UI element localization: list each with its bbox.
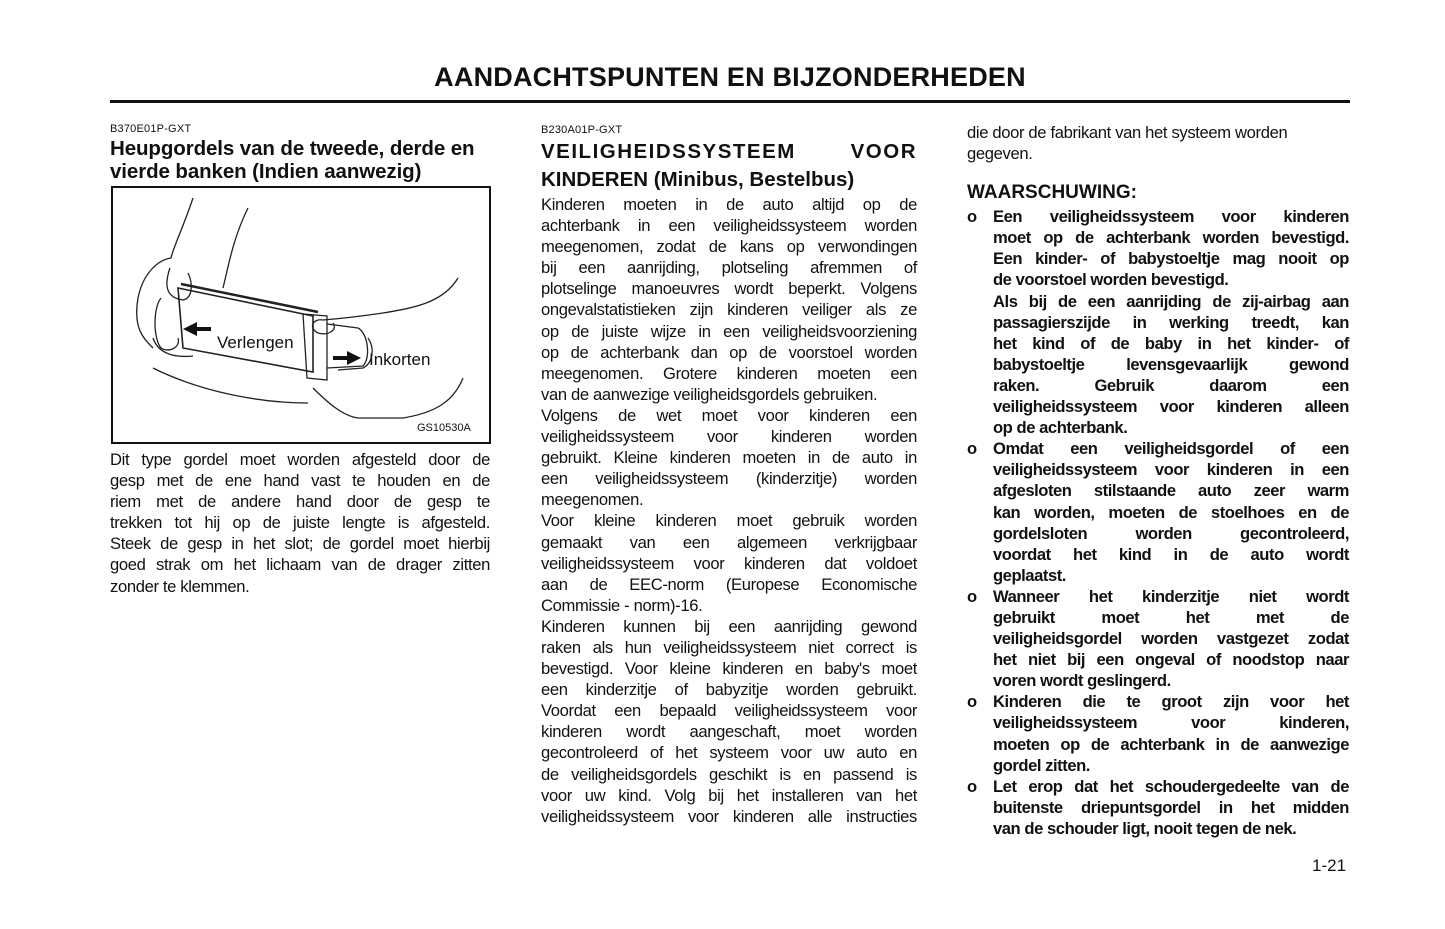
text-line: gebruikt moet het met de bbox=[993, 607, 1349, 627]
text-line: op de juiste wijze in een veiligheidsvoorziening bbox=[541, 321, 917, 341]
text-line: ongevalstatistieken zijn kinderen veiliger als ze bbox=[541, 300, 917, 320]
text-line: van de schouder ligt, nooit tegen de nek. bbox=[993, 818, 1297, 838]
text-line: Een kinder- of babystoeltje mag nooit op bbox=[993, 249, 1349, 269]
warning-title: WAARSCHUWING: bbox=[967, 182, 1137, 204]
text-line: Steek de gesp in het slot; de gordel moet hierbij bbox=[110, 534, 490, 554]
text-line: voren wordt geslingerd. bbox=[993, 671, 1171, 691]
text-line: gesp met de ene hand vast te houden en de bbox=[110, 471, 490, 491]
heading-line: KINDEREN (Minibus, Bestelbus) bbox=[541, 168, 855, 191]
text-line: gordel zitten. bbox=[993, 755, 1090, 775]
text-line: een veiligheidssysteem (kinderzitje) worden bbox=[541, 469, 917, 489]
text-line: aan de EEC-norm (Europese Economische bbox=[541, 574, 917, 594]
text-line: Commissie - norm)-16. bbox=[541, 595, 703, 615]
bullet-marker: o bbox=[967, 586, 978, 606]
text-line: veiligheidssysteem voor kinderen worden bbox=[541, 427, 917, 447]
paragraph bbox=[993, 776, 1349, 839]
section-code: B370E01P-GXT bbox=[110, 123, 192, 135]
paragraph bbox=[993, 438, 1349, 586]
text-line: de voorstoel worden bevestigd. bbox=[993, 270, 1229, 290]
text-line: gegeven. bbox=[967, 144, 1033, 164]
text-line: het niet bij een ongeval of noodstop naar bbox=[993, 650, 1349, 670]
text-line: zonder te klemmen. bbox=[110, 576, 250, 596]
text-line: veiligheidssysteem voor kinderen alle instructies bbox=[541, 806, 917, 826]
belt-adjustment-illustration bbox=[111, 186, 491, 444]
warning-bullet bbox=[967, 438, 1349, 586]
text-line: achterbank in een veiligheidssysteem worden bbox=[541, 216, 917, 236]
text-line: Let erop dat het schoudergedeelte van de bbox=[993, 776, 1349, 796]
text-line: die door de fabrikant van het systeem worden bbox=[967, 123, 1288, 142]
paragraph bbox=[993, 291, 1349, 439]
paragraph bbox=[541, 194, 917, 405]
paragraph bbox=[541, 616, 917, 827]
text-line: voordat het kind in de auto wordt bbox=[993, 544, 1349, 564]
text-line: Dit type gordel moet worden afgesteld door de bbox=[110, 450, 490, 469]
text-line: gemaakt van een algemeen verkrijgbaar bbox=[541, 532, 917, 552]
section-code: B230A01P-GXT bbox=[541, 124, 623, 136]
bullet-marker: o bbox=[967, 207, 978, 227]
paragraph bbox=[993, 691, 1349, 775]
heading-line: Heupgordels van de tweede, derde en bbox=[110, 137, 475, 160]
hands-buckle-drawing bbox=[113, 188, 489, 442]
text-line: gebruikt. Kleine kinderen moeten in de auto in bbox=[541, 448, 917, 468]
text-line: raken. Gebruik daarom een bbox=[993, 375, 1349, 395]
text-line: plotselinge manoeuvres wordt beperkt. Volgens bbox=[541, 279, 917, 299]
text-line: buitenste driepuntsgordel in het midden bbox=[993, 797, 1349, 817]
text-line: het kind of de baby in het kinder- of bbox=[993, 333, 1349, 353]
text-line: moet op de achterbank worden bevestigd. bbox=[993, 228, 1349, 248]
text-line: een kinderzitje of babyzitje worden gebruikt. bbox=[541, 680, 917, 700]
text-line: bevestigd. Voor kleine kinderen en baby's moet bbox=[541, 659, 917, 679]
text-line: meegenomen, zodat de kans op verwondingen bbox=[541, 237, 917, 257]
text-line: meegenomen. Grotere kinderen moeten een bbox=[541, 363, 917, 383]
figure-code: GS10530A bbox=[417, 422, 471, 434]
text-line: Kinderen kunnen bij een aanrijding gewond bbox=[541, 616, 917, 636]
paragraph bbox=[110, 449, 490, 597]
text-line: Omdat een veiligheidsgordel of een bbox=[993, 439, 1349, 459]
text-line: meegenomen. bbox=[541, 490, 644, 510]
text-line: geplaatst. bbox=[993, 565, 1066, 585]
text-line: Volgens de wet moet voor kinderen een bbox=[541, 405, 917, 425]
text-line: afgesloten stilstaande auto zeer warm bbox=[993, 481, 1349, 501]
page-title: AANDACHTSPUNTEN EN BIJZONDERHEDEN bbox=[434, 62, 1026, 92]
bullet-marker: o bbox=[967, 439, 978, 459]
text-line: op de achterbank. bbox=[993, 418, 1128, 438]
text-line: kinderen wordt aangeschaft, moet worden bbox=[541, 722, 917, 742]
text-line: veiligheidssysteem voor kinderen alleen bbox=[993, 397, 1349, 417]
warning-bullet bbox=[967, 776, 1349, 839]
bullet-marker: o bbox=[967, 776, 978, 796]
text-line: voor uw kind. Volg bij het installeren van het bbox=[541, 785, 917, 805]
text-line: passagierszijde in werking treedt, kan bbox=[993, 312, 1349, 332]
warning-bullet bbox=[967, 586, 1349, 691]
column-warnings bbox=[967, 122, 1349, 839]
paragraph bbox=[541, 510, 917, 615]
column-child-restraint bbox=[541, 124, 917, 826]
text-line: de veiligheidsgordels geschikt is en passend is bbox=[541, 764, 917, 784]
text-line: Voor kleine kinderen moet gebruik worden bbox=[541, 511, 917, 531]
text-line: van de aanwezige veiligheidsgordels gebruiken. bbox=[541, 384, 878, 404]
text-line: op de achterbank dan op de voorstoel worden bbox=[541, 342, 917, 362]
text-line: Kinderen moeten in de auto altijd op de bbox=[541, 195, 917, 214]
page-number: 1-21 bbox=[1312, 856, 1347, 875]
text-line: veiligheidssysteem voor kinderen in een bbox=[993, 460, 1349, 480]
text-line: gecontroleerd of het systeem voor uw auto en bbox=[541, 743, 917, 763]
text-line: bij een aanrijding, plotseling afremmen of bbox=[541, 258, 917, 278]
text-line: trekken tot hij op de juiste lengte is afgesteld. bbox=[110, 513, 490, 533]
text-line: Wanneer het kinderzitje niet wordt bbox=[993, 586, 1349, 606]
section-heading bbox=[110, 137, 490, 183]
text-line: Voordat een bepaald veiligheidssysteem voor bbox=[541, 701, 917, 721]
paragraph bbox=[993, 586, 1349, 691]
paragraph bbox=[993, 206, 1349, 290]
text-line: moeten op de achterbank in de aanwezige bbox=[993, 734, 1349, 754]
text-line: Kinderen die te groot zijn voor het bbox=[993, 692, 1349, 712]
text-line: kan worden, moeten de stoelhoes en de bbox=[993, 502, 1349, 522]
text-line: goed strak om het lichaam van de drager zitten bbox=[110, 555, 490, 575]
heading-line: VEILIGHEIDSSYSTEEM VOOR bbox=[541, 140, 917, 163]
figure-label-shorten: Inkorten bbox=[369, 350, 431, 369]
section-heading bbox=[541, 138, 917, 194]
warning-bullet bbox=[967, 691, 1349, 775]
warning-bullet bbox=[967, 206, 1349, 438]
header-rule bbox=[110, 100, 1350, 103]
text-line: raken als hun veiligheidssysteem niet correct is bbox=[541, 637, 917, 657]
text-line: Een veiligheidssysteem voor kinderen bbox=[993, 207, 1349, 227]
text-line: gordelsloten worden gecontroleerd, bbox=[993, 523, 1349, 543]
paragraph bbox=[541, 405, 917, 510]
text-line: babystoeltje levensgevaarlijk gewond bbox=[993, 354, 1349, 374]
figure-label-lengthen: Verlengen bbox=[217, 333, 294, 352]
heading-line: vierde banken (Indien aanwezig) bbox=[110, 160, 422, 183]
text-line: riem met de andere hand door de gesp te bbox=[110, 492, 490, 512]
text-line: veiligheidsgordel worden vastgezet zodat bbox=[993, 629, 1349, 649]
text-line: Als bij de een aanrijding de zij-airbag aan bbox=[993, 291, 1349, 311]
text-line: veiligheidssysteem voor kinderen dat voldoet bbox=[541, 553, 917, 573]
text-line: veiligheidssysteem voor kinderen, bbox=[993, 713, 1349, 733]
bullet-marker: o bbox=[967, 692, 978, 712]
